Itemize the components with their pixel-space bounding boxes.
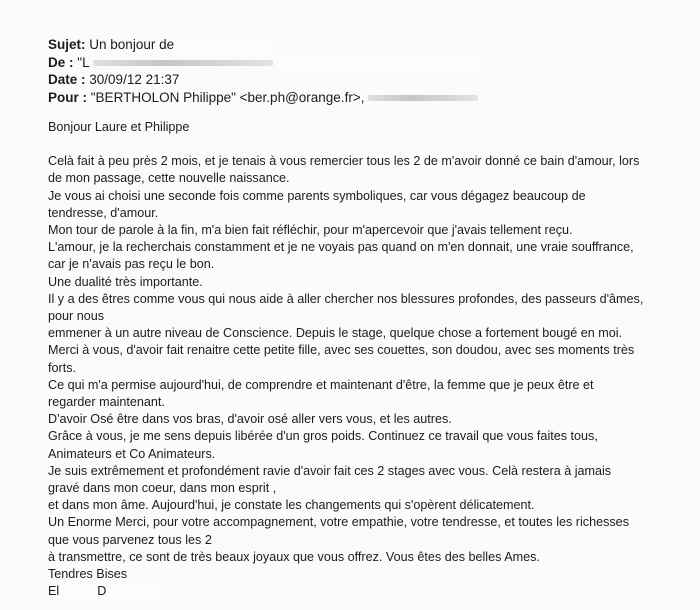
date-line xyxy=(48,71,478,89)
signature-start: El xyxy=(48,584,60,599)
from-value: "L xyxy=(77,54,90,70)
signature-mid: D xyxy=(97,584,107,599)
to-line xyxy=(48,89,478,107)
letter-line: tendresse, d'amour. xyxy=(48,205,159,220)
letter-line: Grâce à vous, je me sens depuis libérée d'un gros poids. Continuez ce travail que vous faites tous, xyxy=(48,429,598,444)
letter-line: D'avoir Osé être dans vos bras, d'avoir osé aller vers vous, et les autres. xyxy=(48,412,452,427)
from-label: De : xyxy=(48,54,74,70)
letter-line: emmener à un autre niveau de Conscience. Depuis le stage, quelque chose a fortement bougé en moi. xyxy=(48,326,623,341)
letter-line: Une dualité très importante. xyxy=(48,274,203,289)
redaction-box xyxy=(59,585,97,598)
letter-line: L'amour, je la recherchais constamment et je ne voyais pas quand on m'en donnait, une vraie souffrance, xyxy=(48,240,634,255)
letter-line: Je suis extrêmement et profondément ravie d'avoir fait ces 2 stages avec vous. Celà restera à jamais xyxy=(48,463,612,478)
redaction-smudge xyxy=(368,95,478,101)
letter-line: de mon passage, cette nouvelle naissance. xyxy=(48,171,290,186)
letter-line: Mon tour de parole à la fin, m'a bien fait réfléchir, pour m'apercevoir que j'avais tellement reçu. xyxy=(48,223,573,238)
letter-paragraphs xyxy=(48,153,678,566)
letter-line: Animateurs et Co Animateurs. xyxy=(48,446,216,461)
letter-line: et dans mon âme. Aujourd'hui, je constate les changements qui s'opèrent délicatement. xyxy=(48,498,535,513)
letter-line: que vous parvenez tous les 2 xyxy=(48,532,212,547)
date-label: Date : xyxy=(48,72,86,87)
subject-value: Un bonjour de xyxy=(89,37,175,52)
to-label: Pour : xyxy=(48,89,87,105)
letter-line: Celà fait à peu près 2 mois, et je tenais à vous remercier tous les 2 de m'avoir donné ce bain d'amour, lors xyxy=(48,154,640,169)
date-value: 30/09/12 21:37 xyxy=(89,72,180,87)
letter-line: à transmettre, ce sont de très beaux joyaux que vous offrez. Vous êtes des belles Ames. xyxy=(48,549,540,564)
redaction-box xyxy=(277,56,477,70)
letter-line: Je vous ai choisi une seconde fois comme parents symboliques, car vous dégagez beaucoup de xyxy=(48,188,586,203)
letter-line: Un Enorme Merci, pour votre accompagnement, votre empathie, votre tendresse, et toutes les richesses xyxy=(48,515,629,530)
greeting: Bonjour Laure et Philippe xyxy=(48,120,190,134)
letter-line: forts. xyxy=(48,360,76,375)
email-header xyxy=(48,36,478,106)
letter-body xyxy=(48,119,678,600)
signature xyxy=(48,583,678,600)
redaction-box xyxy=(106,585,158,598)
redaction-box xyxy=(178,38,270,52)
closing: Tendres Bises xyxy=(48,567,128,582)
subject-label: Sujet: xyxy=(48,37,86,52)
letter-line: regarder maintenant. xyxy=(48,395,165,410)
letter-line: car je n'avais pas reçu le bon. xyxy=(48,257,215,272)
letter-line: pour nous xyxy=(48,309,105,324)
from-line xyxy=(48,54,478,72)
letter-line: gravé dans mon coeur, dans mon esprit , xyxy=(48,481,277,496)
letter-line: Merci à vous, d'avoir fait renaitre cette petite fille, avec ses couettes, son doudou, avec ses moments très xyxy=(48,343,635,358)
subject-line xyxy=(48,36,478,54)
letter-line: Ce qui m'a permise aujourd'hui, de comprendre et maintenant d'être, la femme que je peux être et xyxy=(48,377,594,392)
letter-line: Il y a des êtres comme vous qui nous aide à aller chercher nos blessures profondes, des passeurs d'âmes, xyxy=(48,291,644,306)
to-value: "BERTHOLON Philippe" <ber.ph@orange.fr>, xyxy=(90,89,365,105)
redaction-smudge xyxy=(93,60,273,66)
